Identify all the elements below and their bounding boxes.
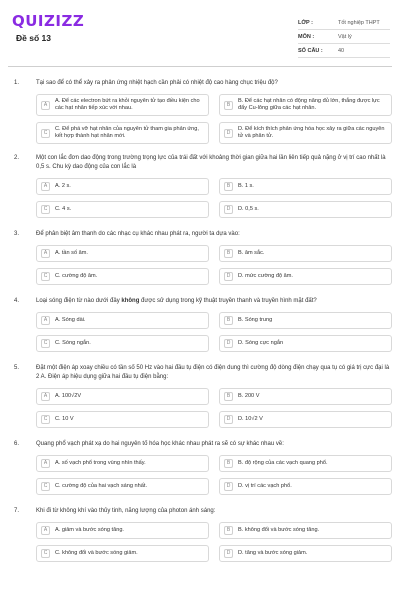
option-a[interactable]	[36, 245, 209, 262]
exam-title: Đề số 13	[16, 33, 51, 43]
option-b[interactable]	[219, 522, 392, 539]
question-text-part: được sử dụng trong kỹ thuật truyền thanh và truyền hình mặt đất?	[139, 298, 317, 304]
option-text: B. không đổi và bước sóng tăng.	[238, 527, 320, 533]
option-text: A. Sóng dài.	[55, 317, 86, 323]
option-letter: C	[41, 205, 50, 214]
option-letter: D	[224, 272, 233, 281]
answer-options	[36, 94, 392, 144]
question-text-part: Loại sóng điện từ nào dưới đây	[36, 298, 122, 304]
option-b[interactable]	[219, 245, 392, 262]
option-letter: A	[41, 526, 50, 535]
question-text: Một con lắc đơn dao động trong trường trọng lực của trái đất với khoảng thời gian giữa hai lần liên tiếp quả nặng ở vị trí cao nhất là 0,5 s. Chu kỳ dao động của con lắc là	[36, 155, 386, 170]
question-number: 4.	[14, 298, 20, 304]
option-text: C. Sóng ngắn.	[55, 340, 91, 346]
option-text: A. tần số âm.	[55, 250, 88, 256]
answer-options	[36, 388, 392, 428]
option-text: A. 100√2V	[55, 393, 82, 399]
option-letter: A	[41, 101, 50, 110]
option-text: D. 0,5 s.	[238, 206, 259, 212]
option-letter: C	[41, 339, 50, 348]
option-letter: C	[41, 549, 50, 558]
option-letter: C	[41, 129, 50, 138]
answer-options	[36, 245, 392, 285]
option-c[interactable]	[36, 478, 209, 495]
question-number: 5.	[14, 365, 20, 371]
option-c[interactable]	[36, 201, 209, 218]
option-b[interactable]	[219, 178, 392, 195]
question-2	[12, 154, 392, 218]
question-emphasis: không	[121, 298, 140, 304]
option-letter: A	[41, 182, 50, 191]
option-a[interactable]	[36, 522, 209, 539]
question-text: Đặt một điện áp xoay chiều có tần số 50 Hz vào hai đầu tụ điện có điện dung thì cường độ dòng điện chạy qua tụ có giá trị cực đại là 2 A. Điện áp hiệu dụng giữa hai đầu tụ điện bằng:	[36, 365, 390, 380]
question-number: 2.	[14, 155, 20, 161]
option-letter: D	[224, 339, 233, 348]
option-text: A. số vạch phổ trong vùng nhìn thấy.	[55, 460, 146, 466]
option-text: A. 2 s.	[55, 183, 71, 189]
option-text: B. âm sắc.	[238, 250, 265, 256]
question-5	[12, 364, 392, 428]
option-letter: B	[224, 392, 233, 401]
info-value: Tốt nghiệp THPT	[338, 19, 380, 26]
question-number: 1.	[14, 80, 20, 86]
question-7	[12, 507, 392, 562]
question-number: 7.	[14, 508, 20, 514]
option-text: D. 10√2 V	[238, 416, 263, 422]
option-letter: D	[224, 415, 233, 424]
option-letter: A	[41, 249, 50, 258]
option-d[interactable]	[219, 201, 392, 218]
option-letter: B	[224, 526, 233, 535]
option-text: C. 10 V	[55, 416, 74, 422]
option-d[interactable]	[219, 335, 392, 352]
option-a[interactable]	[36, 388, 209, 405]
option-text: D. tăng và bước sóng giảm.	[238, 550, 308, 556]
question-list	[12, 79, 392, 562]
question-number: 3.	[14, 231, 20, 237]
question-6	[12, 440, 392, 495]
question-text: Khi đi từ không khí vào thủy tinh, năng lượng của photon ánh sáng:	[36, 508, 216, 514]
option-d[interactable]	[219, 268, 392, 285]
option-b[interactable]	[219, 388, 392, 405]
option-letter: A	[41, 392, 50, 401]
option-a[interactable]	[36, 455, 209, 472]
option-text: D. vị trí các vạch phổ.	[238, 483, 292, 489]
option-letter: A	[41, 316, 50, 325]
exam-info-panel	[298, 16, 390, 58]
info-row-class	[298, 16, 390, 30]
answer-options	[36, 178, 392, 218]
question-text: Quang phổ vạch phát xạ do hai nguyên tố hóa học khác nhau phát ra sẽ có sự khác nhau về:	[36, 441, 284, 447]
option-text: C. Để phá vỡ hạt nhân của nguyên tử tham gia phản ứng, kết hợp thành hạt nhân mới.	[55, 126, 199, 139]
option-text: B. Sóng trung	[238, 317, 273, 323]
option-c[interactable]	[36, 268, 209, 285]
option-c[interactable]	[36, 122, 209, 144]
option-letter: D	[224, 549, 233, 558]
option-a[interactable]	[36, 178, 209, 195]
option-text: C. 4 s.	[55, 206, 72, 212]
info-row-subject	[298, 30, 390, 44]
question-4	[12, 297, 392, 352]
option-letter: A	[41, 459, 50, 468]
question-number: 6.	[14, 441, 20, 447]
answer-options	[36, 455, 392, 495]
option-text: D. mức cường độ âm.	[238, 273, 293, 279]
option-text: B. độ rộng của các vạch quang phổ.	[238, 460, 328, 466]
option-b[interactable]	[219, 94, 392, 116]
info-value: Vật lý	[338, 33, 352, 40]
info-label: MÔN :	[298, 33, 315, 40]
option-b[interactable]	[219, 312, 392, 329]
option-letter: B	[224, 459, 233, 468]
option-d[interactable]	[219, 411, 392, 428]
option-text: C. cường độ âm.	[55, 273, 98, 279]
option-letter: C	[41, 482, 50, 491]
option-letter: C	[41, 415, 50, 424]
option-text: A. Để các electron bứt ra khỏi nguyên tử tạo điều kiện cho các hạt nhân tiếp xúc với nhau.	[55, 98, 200, 111]
option-text: C. không đổi và bước sóng giảm.	[55, 550, 138, 556]
option-text: A. giảm và bước sóng tăng.	[55, 527, 124, 533]
option-letter: B	[224, 249, 233, 258]
option-b[interactable]	[219, 455, 392, 472]
option-text: B. 1 s.	[238, 183, 254, 189]
question-1	[12, 79, 392, 144]
info-row-question-count	[298, 44, 390, 58]
answer-options	[36, 522, 392, 562]
info-value: 40	[338, 47, 345, 54]
answer-options	[36, 312, 392, 352]
option-letter: C	[41, 272, 50, 281]
option-text: D. Sóng cực ngắn	[238, 340, 284, 346]
option-letter: D	[224, 482, 233, 491]
option-a[interactable]	[36, 312, 209, 329]
question-text: Để phân biệt âm thanh do các nhạc cụ khác nhau phát ra, người ta dựa vào:	[36, 231, 240, 237]
option-text: B. 200 V	[238, 393, 260, 399]
option-d[interactable]	[219, 545, 392, 562]
question-3	[12, 230, 392, 285]
option-text: B. Để các hạt nhân có động năng đủ lớn, thắng được lực đẩy Cu-lông giữa các hạt nhân.	[238, 98, 380, 111]
option-c[interactable]	[36, 411, 209, 428]
info-label: SỐ CÂU :	[298, 47, 323, 54]
option-letter: D	[224, 205, 233, 214]
option-letter: B	[224, 182, 233, 191]
option-text: D. Để kích thích phản ứng hóa học xảy ra giữa các nguyên tử và phân tử.	[238, 126, 385, 139]
quizizz-logo: QUIZIZZ	[12, 12, 85, 30]
option-c[interactable]	[36, 335, 209, 352]
option-d[interactable]	[219, 122, 392, 144]
option-letter: B	[224, 316, 233, 325]
option-text: C. cường độ của hai vạch sáng nhất.	[55, 483, 147, 489]
option-d[interactable]	[219, 478, 392, 495]
option-letter: D	[224, 129, 233, 138]
header-divider	[8, 66, 392, 67]
question-text: Tại sao để có thể xảy ra phản ứng nhiệt hạch cần phải có nhiệt độ cao hàng chục triệu độ?	[36, 80, 278, 86]
info-label: LỚP :	[298, 19, 313, 26]
option-letter: B	[224, 101, 233, 110]
option-a[interactable]	[36, 94, 209, 116]
question-text	[36, 297, 392, 306]
option-c[interactable]	[36, 545, 209, 562]
